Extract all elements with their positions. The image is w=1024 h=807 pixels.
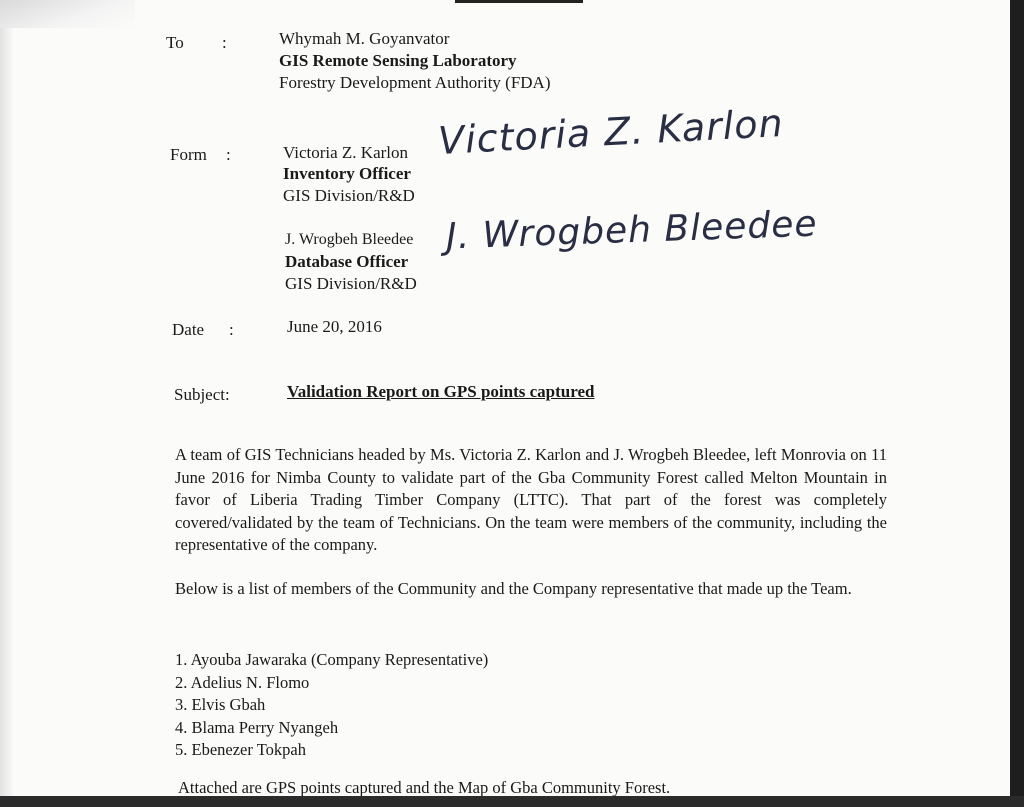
list-item: 5. Ebenezer Tokpah (175, 740, 306, 759)
to-unit: GIS Remote Sensing Laboratory (279, 51, 517, 70)
date-colon: : (229, 320, 234, 339)
to-colon: : (222, 33, 227, 52)
subject-label: Subject: (174, 385, 230, 404)
list-item: 2. Adelius N. Flomo (175, 672, 310, 692)
closing-line: Attached are GPS points captured and the Map of Gba Community Forest. (178, 778, 671, 796)
subject-value: Validation Report on GPS points captured (287, 382, 595, 401)
body-paragraph-2: Below is a list of members of the Community and the Company representative that made up the Team. (175, 579, 852, 598)
list-item: 3. Elvis Gbah (175, 695, 266, 714)
team-members-list (175, 649, 488, 762)
to-org: Forestry Development Authority (FDA) (279, 73, 551, 92)
to-name: Whymah M. Goyanvator (279, 29, 450, 48)
list-item: 4. Blama Perry Nyangeh (175, 717, 339, 737)
from1-signature: Victoria Z. Karlon (437, 100, 785, 164)
page-corner-fold (0, 0, 135, 28)
from2-dept: GIS Division/R&D (285, 274, 417, 293)
viewer-bottom-bar (0, 796, 1024, 807)
from-colon: : (226, 145, 231, 164)
from2-title: Database Officer (285, 252, 409, 271)
from-label: Form (170, 145, 207, 164)
from1-name: Victoria Z. Karlon (283, 143, 409, 162)
list-item: 1. Ayouba Jawaraka (Company Representative) (175, 650, 489, 669)
page-edge-shadow (0, 0, 14, 796)
date-value: June 20, 2016 (287, 317, 382, 336)
from1-title: Inventory Officer (283, 164, 411, 183)
from2-signature: J. Wrogbeh Bleedee (445, 203, 819, 258)
to-label: To (166, 33, 184, 52)
from1-dept: GIS Division/R&D (283, 186, 415, 205)
from2-name: J. Wrogbeh Bleedee (285, 231, 414, 248)
body-paragraph-1: A team of GIS Technicians headed by Ms. Victoria Z. Karlon and J. Wrogbeh Bleedee, left Monrovia on 11 June 2016 for Nimba County to validate part of the Gba Community Forest called Melton Mountain in favor of Liberia Trading Timber Company (LTTC). That part of the forest was completely covered/validated by the team of Technicians. On the team were members of the community, including the representative of the company. (175, 445, 887, 554)
heading-underline (455, 0, 583, 3)
date-label: Date (172, 320, 205, 339)
